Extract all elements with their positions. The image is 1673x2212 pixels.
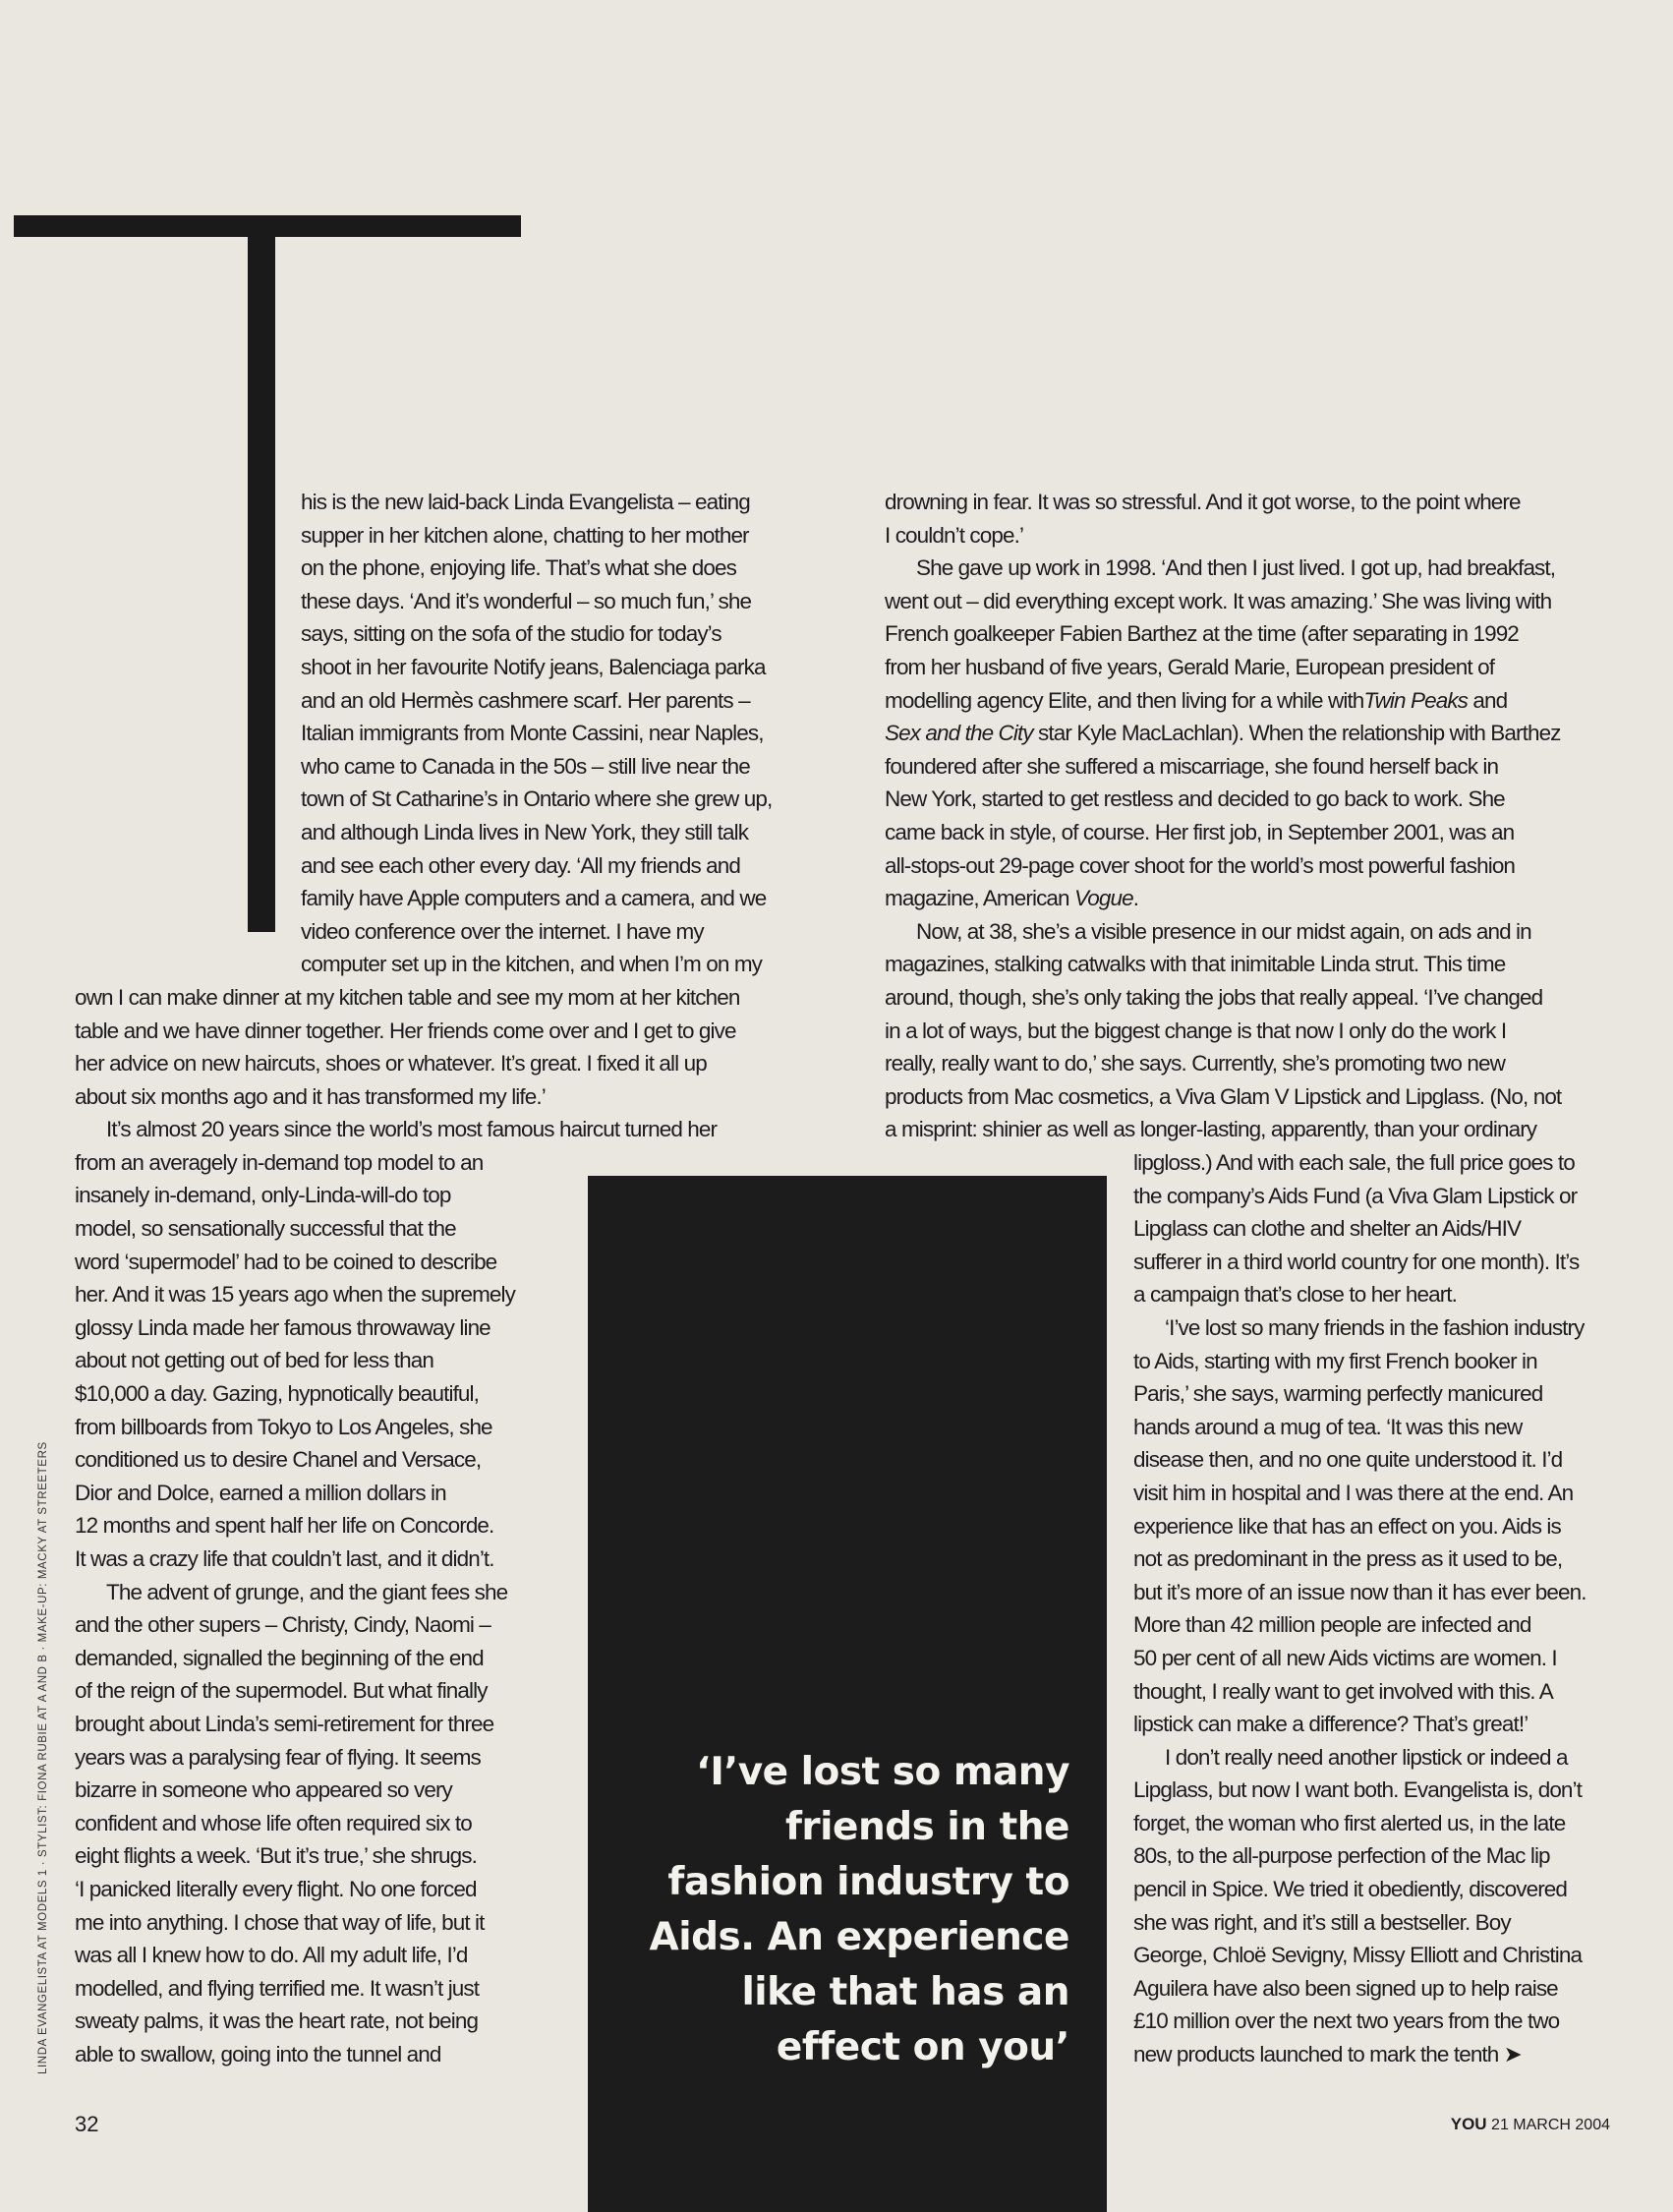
text-line: ‘I panicked literally every flight. No one forced	[75, 1876, 477, 1901]
text-line: experience like that has an effect on you. Aids is	[1133, 1513, 1561, 1539]
text-line: The advent of grunge, and the giant fees she	[106, 1579, 508, 1604]
text-line: new products launched to mark the tenth ➤	[1133, 2042, 1522, 2067]
pull-quote-line: ‘I’ve lost so many	[696, 1750, 1069, 1794]
text-line: magazine, American Vogue.	[885, 886, 1139, 911]
text-line: a misprint: shinier as well as longer-lasting, apparently, than your ordinary	[885, 1117, 1537, 1142]
text-line: ‘I’ve lost so many friends in the fashion industry	[1165, 1314, 1585, 1340]
drop-cap-t-crossbar	[14, 215, 521, 237]
text-line: from her husband of five years, Gerald Marie, European president of	[885, 654, 1495, 679]
text-line: years was a paralysing fear of flying. It seems	[75, 1744, 481, 1770]
text-line: sweaty palms, it was the heart rate, not being	[75, 2008, 479, 2034]
text-line: confident and whose life often required six to	[75, 1810, 472, 1835]
text-line: Now, at 38, she’s a visible presence in our midst again, on ads and in	[916, 918, 1531, 944]
text-line: family have Apple computers and a camera, and we	[301, 886, 767, 911]
pull-quote-line: Aids. An experience	[649, 1915, 1069, 1959]
text-line: and although Linda lives in New York, they still talk	[301, 819, 749, 844]
text-line: was all I knew how to do. All my adult life, I’d	[75, 1943, 468, 1968]
text-line: and an old Hermès cashmere scarf. Her parents –	[301, 687, 750, 713]
text-line: says, sitting on the sofa of the studio for today’s	[301, 621, 721, 647]
text-line: but it’s more of an issue now than it has ever been.	[1133, 1579, 1586, 1604]
text-line: It’s almost 20 years since the world’s most famous haircut turned her	[106, 1117, 718, 1142]
article-column-3	[1133, 1146, 1586, 2071]
text-line: modelled, and flying terrified me. It wasn’t just	[75, 1975, 480, 2001]
text-line: New York, started to get restless and decided to go back to work. She	[885, 786, 1505, 812]
text-line: about six months ago and it has transformed my life.’	[75, 1083, 546, 1109]
pull-quote-line: like that has an	[741, 1970, 1069, 2014]
continue-arrow-icon: ➤	[1503, 2042, 1522, 2067]
text-line: brought about Linda’s semi-retirement for three	[75, 1711, 494, 1736]
text-line: town of St Catharine’s in Ontario where she grew up,	[301, 786, 773, 812]
text-line: model, so sensationally successful that the	[75, 1216, 456, 1242]
text-line: disease then, and no one quite understood it. I’d	[1133, 1447, 1563, 1473]
text-line: supper in her kitchen alone, chatting to her mother	[301, 522, 749, 548]
text-line: magazines, stalking catwalks with that inimitable Linda strut. This time	[885, 952, 1506, 977]
text-line: shoot in her favourite Notify jeans, Balenciaga parka	[301, 654, 766, 679]
text-line: conditioned us to desire Chanel and Versace,	[75, 1447, 482, 1473]
issue-date: 21 MARCH 2004	[1491, 2117, 1610, 2133]
text-line: computer set up in the kitchen, and when I’m on my	[301, 952, 763, 977]
text-line: Lipglass, but now I want both. Evangelista is, don’t	[1133, 1777, 1583, 1803]
text-line: really, really want to do,’ she says. Currently, she’s promoting two new	[885, 1051, 1505, 1077]
text-line: and the other supers – Christy, Cindy, Naomi –	[75, 1612, 490, 1638]
pull-quote	[588, 1745, 1069, 2075]
text-line: Dior and Dolce, earned a million dollars in	[75, 1480, 446, 1505]
text-line: she was right, and it’s still a bestseller. Boy	[1133, 1909, 1511, 1935]
text-line: demanded, signalled the beginning of the end	[75, 1645, 484, 1670]
text-line: table and we have dinner together. Her friends come over and I get to give	[75, 1018, 736, 1043]
text-line: £10 million over the next two years from the two	[1133, 2008, 1560, 2034]
text-line: forget, the woman who first alerted us, in the late	[1133, 1810, 1566, 1835]
text-line: her advice on new haircuts, shoes or whatever. It’s great. I fixed it all up	[75, 1051, 707, 1077]
text-line: from billboards from Tokyo to Los Angeles, she	[75, 1414, 492, 1439]
text-line: these days. ‘And it’s wonderful – so much fun,’ she	[301, 588, 752, 613]
text-line: who came to Canada in the 50s – still live near the	[301, 753, 750, 779]
pull-quote-line: friends in the	[784, 1805, 1069, 1849]
page-footer	[1451, 2115, 1610, 2134]
text-line: hands around a mug of tea. ‘It was this new	[1133, 1414, 1523, 1439]
text-line: 12 months and spent half her life on Concorde.	[75, 1513, 494, 1539]
text-line: French goalkeeper Fabien Barthez at the time (after separating in 1992	[885, 621, 1519, 647]
show-title: Twin Peaks	[1363, 687, 1469, 713]
text-line: I don’t really need another lipstick or indeed a	[1165, 1744, 1568, 1770]
article-column-2	[885, 486, 1561, 1146]
text-line: bizarre in someone who appeared so very	[75, 1777, 452, 1803]
text-line: glossy Linda made her famous throwaway line	[75, 1314, 490, 1340]
text-line: Aguilera have also been signed up to help raise	[1133, 1975, 1558, 2001]
text-line: own I can make dinner at my kitchen table and see my mom at her kitchen	[75, 984, 740, 1010]
text-line: visit him in hospital and I was there at the end. An	[1133, 1480, 1574, 1505]
text-line: $10,000 a day. Gazing, hypnotically beautiful,	[75, 1381, 479, 1407]
text-line: More than 42 million people are infected and	[1133, 1612, 1531, 1638]
text-line: all-stops-out 29-page cover shoot for the world’s most powerful fashion	[885, 852, 1516, 878]
text-line: on the phone, enjoying life. That’s what she does	[301, 555, 736, 581]
text-line: me into anything. I chose that way of life, but it	[75, 1909, 485, 1935]
text-line: Paris,’ she says, warming perfectly manicured	[1133, 1381, 1543, 1407]
text-line: modelling agency Elite, and then living for a while withTwin Peaks and	[885, 687, 1508, 713]
pull-quote-line: fashion industry to	[667, 1860, 1069, 1904]
magazine-title: Vogue	[1074, 886, 1133, 911]
text-line: She gave up work in 1998. ‘And then I just lived. I got up, had breakfast,	[916, 555, 1556, 581]
text-line: and see each other every day. ‘All my friends and	[301, 852, 741, 878]
text-line: insanely in-demand, only-Linda-will-do top	[75, 1183, 451, 1208]
text-line: around, though, she’s only taking the jobs that really appeal. ‘I’ve changed	[885, 984, 1543, 1010]
page-number: 32	[75, 2112, 99, 2136]
text-line: thought, I really want to get involved with this. A	[1133, 1678, 1553, 1704]
text-line: products from Mac cosmetics, a Viva Glam V Lipstick and Lipglass. (No, not	[885, 1083, 1562, 1109]
text-line: able to swallow, going into the tunnel and	[75, 2041, 441, 2066]
text-line: lipgloss.) And with each sale, the full price goes to	[1133, 1150, 1575, 1175]
text-line: to Aids, starting with my first French booker in	[1133, 1348, 1537, 1373]
text-line: not as predominant in the press as it used to be,	[1133, 1546, 1563, 1572]
photo-credit: LINDA EVANGELISTA AT MODELS 1 · STYLIST: FIONA RUBIE AT A AND B · MAKE-UP: MACKY AT STREETERS	[37, 1441, 49, 2074]
text-line: 50 per cent of all new Aids victims are women. I	[1133, 1645, 1557, 1670]
text-line: in a lot of ways, but the biggest change is that now I only do the work I	[885, 1018, 1507, 1043]
magazine-brand: YOU	[1450, 2115, 1487, 2133]
pull-quote-line: effect on you’	[776, 2025, 1069, 2069]
text-line: foundered after she suffered a miscarriage, she found herself back in	[885, 753, 1499, 779]
text-line: of the reign of the supermodel. But what finally	[75, 1678, 488, 1704]
text-line: the company’s Aids Fund (a Viva Glam Lipstick or	[1133, 1183, 1578, 1208]
text-line: It was a crazy life that couldn’t last, and it didn’t.	[75, 1546, 494, 1571]
text-line: George, Chloë Sevigny, Missy Elliott and Christina	[1133, 1943, 1583, 1968]
text-line: about not getting out of bed for less than	[75, 1348, 433, 1373]
text-line: eight flights a week. ‘But it’s true,’ she shrugs.	[75, 1843, 477, 1869]
text-line: 80s, to the all-purpose perfection of the Mac lip	[1133, 1843, 1550, 1869]
text-line: a campaign that’s close to her heart.	[1133, 1282, 1457, 1308]
text-line: drowning in fear. It was so stressful. And it got worse, to the point where	[885, 490, 1521, 514]
text-line: from an averagely in-demand top model to an	[75, 1149, 484, 1175]
text-line: I couldn’t cope.’	[885, 522, 1024, 548]
text-line: came back in style, of course. Her first job, in September 2001, was an	[885, 819, 1515, 844]
text-line: Sex and the City star Kyle MacLachlan). When the relationship with Barthez	[885, 721, 1561, 746]
text-line: went out – did everything except work. It was amazing.’ She was living with	[885, 588, 1552, 613]
text-line: his is the new laid-back Linda Evangelista – eating	[301, 490, 750, 514]
text-line: her. And it was 15 years ago when the supremely	[75, 1282, 515, 1308]
text-line: Lipglass can clothe and shelter an Aids/HIV	[1133, 1216, 1522, 1242]
text-line: Italian immigrants from Monte Cassini, near Naples,	[301, 721, 764, 746]
text-line: video conference over the internet. I have my	[301, 918, 704, 944]
text-line: word ‘supermodel’ had to be coined to describe	[75, 1249, 497, 1274]
text-line: pencil in Spice. We tried it obediently, discovered	[1133, 1877, 1568, 1902]
text-line: sufferer in a third world country for one month). It’s	[1133, 1249, 1580, 1274]
show-title: Sex and the City	[885, 721, 1033, 746]
text-line: lipstick can make a difference? That’s great!’	[1133, 1712, 1529, 1737]
